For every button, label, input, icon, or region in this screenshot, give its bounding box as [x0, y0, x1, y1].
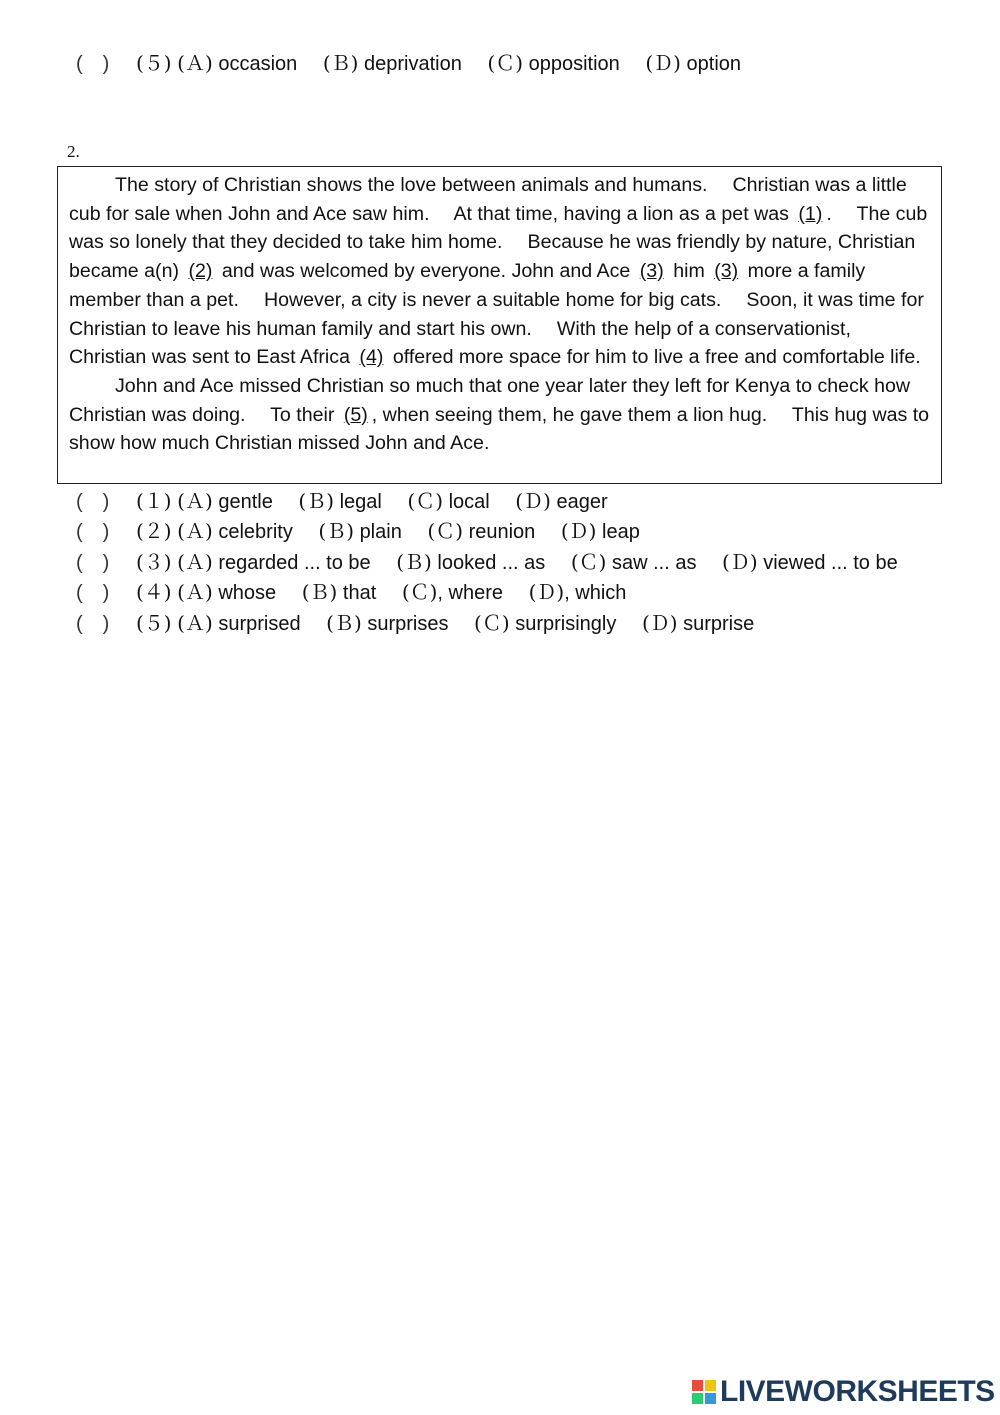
- option-d: (Ｄ), which: [528, 580, 627, 604]
- option-a: (Ａ) regarded ... to be: [177, 550, 371, 574]
- question-number: (５): [136, 51, 172, 75]
- option-c: (Ｃ) local: [407, 489, 490, 513]
- option-d: (Ｄ) option: [645, 51, 742, 75]
- blank-4: (4): [359, 346, 384, 369]
- question-number: (１): [136, 489, 172, 513]
- option-d: (Ｄ) eager: [515, 489, 608, 513]
- option-c: (Ｃ), where: [401, 580, 504, 604]
- option-c: (Ｃ) reunion: [427, 519, 536, 543]
- question-row-2: [76, 518, 660, 544]
- question-row-5: [76, 610, 774, 636]
- blank-3b: (3): [714, 260, 739, 283]
- passage-box: [57, 166, 942, 484]
- option-a: (Ａ) gentle: [177, 489, 273, 513]
- question-number: (２): [136, 519, 172, 543]
- option-b: (Ｂ) deprivation: [322, 51, 462, 75]
- answer-parentheses[interactable]: ( ): [76, 521, 110, 543]
- option-a: (Ａ) whose: [177, 580, 277, 604]
- answer-parentheses[interactable]: ( ): [76, 613, 110, 635]
- option-b: (Ｂ) legal: [298, 489, 382, 513]
- passage-paragraph-1: The story of Christian shows the love between animals and humans. Christian was a little cub for sale when John and Ace saw him. At that time, having a lion as a pet was (1) . The cub was so lonely that they decided to take him home. Because he was friendly by nature, Christian became a(n) (2) and was welcomed by everyone. John and Ace (3) him (3) more a family member than a pet. However, a city is never a suitable home for big cats. Soon, it was time for Christian to leave his human family and start his own. With the help of a conservationist, Christian was sent to East Africa (4) offered more space for him to live a free and comfortable life.: [69, 174, 928, 369]
- option-b: (Ｂ) plain: [318, 519, 402, 543]
- top-question-row: [76, 50, 761, 76]
- option-b: (Ｂ) looked ... as: [396, 550, 546, 574]
- option-c: (Ｃ) opposition: [487, 51, 620, 75]
- option-d: (Ｄ) leap: [560, 519, 640, 543]
- blank-5: (5): [343, 403, 368, 426]
- liveworksheets-brand[interactable]: [692, 1377, 995, 1407]
- option-c: (Ｃ) saw ... as: [570, 550, 697, 574]
- option-a: (Ａ) celebrity: [177, 519, 293, 543]
- question-row-1: [76, 488, 628, 514]
- answer-parentheses[interactable]: ( ): [76, 582, 110, 604]
- blank-3a: (3): [639, 260, 664, 283]
- option-b: (Ｂ) surprises: [326, 611, 449, 635]
- option-d: (Ｄ) surprise: [641, 611, 755, 635]
- option-b: (Ｂ) that: [301, 580, 377, 604]
- passage-paragraph-2: John and Ace missed Christian so much that one year later they left for Kenya to check how Christian was doing. To their (5) , when seeing them, he gave them a lion hug. This hug was to show how much Christian missed John and Ace.: [69, 374, 930, 455]
- answer-parentheses[interactable]: ( ): [76, 53, 110, 75]
- liveworksheets-logo-icon: [692, 1380, 716, 1404]
- option-a: (Ａ) surprised: [177, 611, 301, 635]
- answer-parentheses[interactable]: ( ): [76, 552, 110, 574]
- brand-name: LIVEWORKSHEETS: [720, 1375, 995, 1408]
- question-row-4: [76, 579, 646, 605]
- option-a: (Ａ) occasion: [177, 51, 298, 75]
- question-number: (４): [136, 580, 172, 604]
- question-row-3: [76, 549, 918, 575]
- option-d: (Ｄ) viewed ... to be: [722, 550, 898, 574]
- blank-1: (1): [798, 202, 823, 225]
- blank-2: (2): [188, 260, 213, 283]
- question-number: (５): [136, 611, 172, 635]
- question-number: (３): [136, 550, 172, 574]
- answer-parentheses[interactable]: ( ): [76, 491, 110, 513]
- section-number: 2.: [67, 142, 80, 161]
- option-c: (Ｃ) surprisingly: [474, 611, 617, 635]
